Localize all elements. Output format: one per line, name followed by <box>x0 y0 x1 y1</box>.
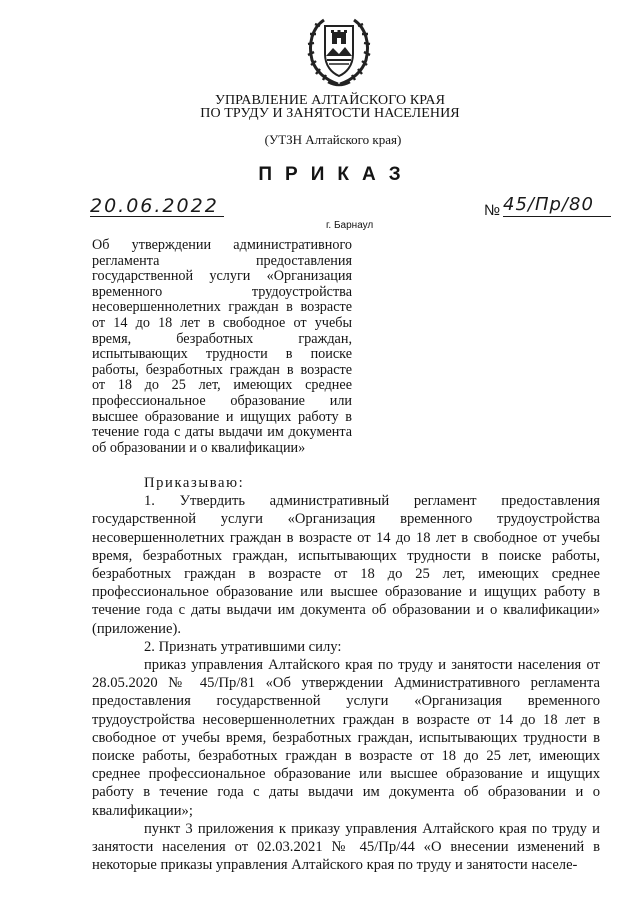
document-body <box>92 474 600 874</box>
organization-abbreviation: (УТЗН Алтайского края) <box>264 132 402 147</box>
coat-of-arms-icon <box>306 12 372 88</box>
document-city: г. Барнаул <box>326 220 374 231</box>
order-intro: Приказываю: <box>144 475 245 491</box>
order-paragraph-2: 2. Признать утратившими силу: <box>144 638 342 655</box>
order-paragraph-1: 1. Утвердить административный регламент предоставления государственной услуги «Организация временного трудоустройства несовершеннолетних граждан в возрасте от 14 до 18 лет в свободное от учебы время, безработных граждан, испытывающих трудности в поиске работы, безработных граждан в возрасте от 18 до 25 лет, имеющих среднее профессиональное образование или высшее образование и ищущих работу в течение года с даты выдачи им документа об образовании и о квалификации» (приложение). <box>92 493 600 637</box>
document-type-title: ПРИКАЗ <box>258 164 414 185</box>
document-subject: Об утверждении административного регламента предоставления государственной услуги «Организация временного трудоустройства несовершеннолетних граждан в возрасте от 14 до 18 лет в свободное от учебы время, безработных граждан, испытывающих трудности в поиске работы, безработных граждан в возрасте от 18 до 25 лет, имеющих среднее профессиональное образование или высшее образование и ищущих работу в течение года с даты выдачи им документа об образовании и о квалификации» <box>92 237 352 456</box>
order-paragraph-3: приказ управления Алтайского края по труду и занятости населения от 28.05.2020 № 45/Пр/81 «Об утверждении Административного регламента предоставления государственной услуги «Организация временного трудоустройства несовершеннолетних граждан в возрасте от 14 до 18 лет в свободное от учебы время, безработных граждан, испытывающих трудности в поиске работы, безработных граждан в возрасте от 18 до 25 лет, имеющих среднее профессиональное образование или высшее образование и ищущих работу в течение года с даты выдачи им документа об образовании и о квалификации»; <box>92 657 600 819</box>
organization-name-line1: УПРАВЛЕНИЕ АЛТАЙСКОГО КРАЯ <box>214 93 446 108</box>
organization-name <box>0 94 640 120</box>
organization-name-line2: ПО ТРУДУ И ЗАНЯТОСТИ НАСЕЛЕНИЯ <box>200 106 460 121</box>
document-date: 20.06.2022 <box>90 196 224 217</box>
document-number: 45/Пр/80 <box>503 194 611 217</box>
order-paragraph-4: пункт 3 приложения к приказу управления Алтайского края по труду и занятости населения от 02.03.2021 № 45/Пр/44 «О внесении изменений в некоторые приказы управления Алтайского края по труду и занятости населе- <box>92 820 600 874</box>
document-number-label: № <box>484 202 501 219</box>
